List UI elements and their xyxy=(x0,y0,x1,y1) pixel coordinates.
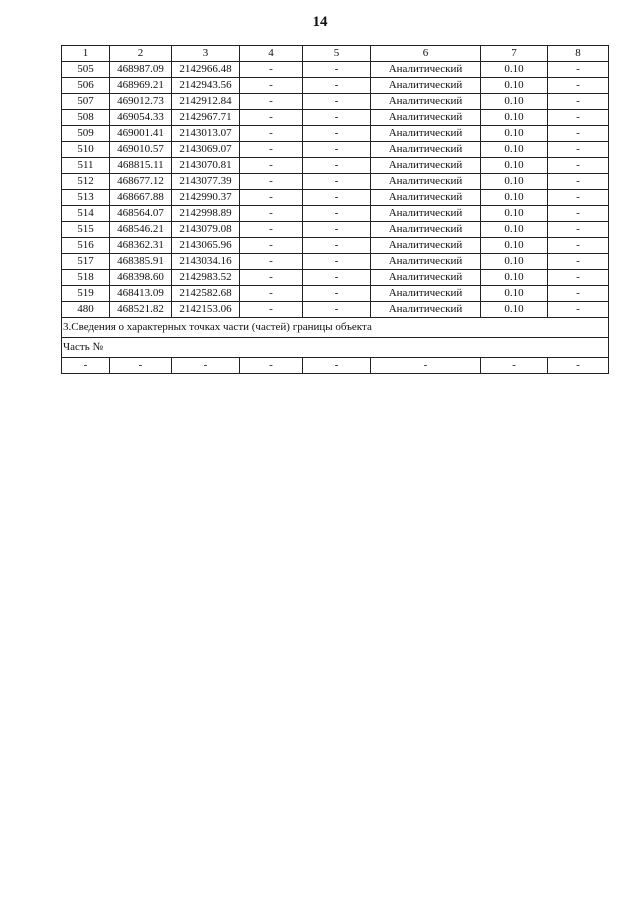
y-coord-cell: 2143034.16 xyxy=(172,254,240,270)
x-coord-cell: 468362.31 xyxy=(110,238,172,254)
accuracy-cell: 0.10 xyxy=(481,126,548,142)
point-number-cell: 480 xyxy=(62,302,110,318)
y-coord-cell: 2143079.08 xyxy=(172,222,240,238)
col5-cell: - xyxy=(303,94,371,110)
col5-cell: - xyxy=(303,254,371,270)
y-coord-cell: 2142153.06 xyxy=(172,302,240,318)
method-cell: Аналитический xyxy=(371,142,481,158)
header-cell: 8 xyxy=(548,46,609,62)
accuracy-cell: 0.10 xyxy=(481,222,548,238)
empty-cell: - xyxy=(481,358,548,374)
x-coord-cell: 468413.09 xyxy=(110,286,172,302)
col4-cell: - xyxy=(240,222,303,238)
point-number-cell: 511 xyxy=(62,158,110,174)
header-cell: 7 xyxy=(481,46,548,62)
y-coord-cell: 2143065.96 xyxy=(172,238,240,254)
col5-cell: - xyxy=(303,270,371,286)
method-cell: Аналитический xyxy=(371,158,481,174)
x-coord-cell: 468564.07 xyxy=(110,206,172,222)
col8-cell: - xyxy=(548,78,609,94)
table-row xyxy=(62,110,609,126)
x-coord-cell: 468521.82 xyxy=(110,302,172,318)
method-cell: Аналитический xyxy=(371,270,481,286)
method-cell: Аналитический xyxy=(371,62,481,78)
col8-cell: - xyxy=(548,206,609,222)
col8-cell: - xyxy=(548,254,609,270)
x-coord-cell: 469012.73 xyxy=(110,94,172,110)
col4-cell: - xyxy=(240,238,303,254)
col5-cell: - xyxy=(303,142,371,158)
empty-cell: - xyxy=(172,358,240,374)
accuracy-cell: 0.10 xyxy=(481,190,548,206)
col4-cell: - xyxy=(240,174,303,190)
accuracy-cell: 0.10 xyxy=(481,142,548,158)
method-cell: Аналитический xyxy=(371,190,481,206)
accuracy-cell: 0.10 xyxy=(481,158,548,174)
col5-cell: - xyxy=(303,190,371,206)
col4-cell: - xyxy=(240,270,303,286)
y-coord-cell: 2142966.48 xyxy=(172,62,240,78)
empty-cell: - xyxy=(303,358,371,374)
col8-cell: - xyxy=(548,126,609,142)
point-number-cell: 507 xyxy=(62,94,110,110)
section-row xyxy=(62,318,609,338)
col8-cell: - xyxy=(548,270,609,286)
col5-cell: - xyxy=(303,302,371,318)
col8-cell: - xyxy=(548,110,609,126)
col8-cell: - xyxy=(548,94,609,110)
col8-cell: - xyxy=(548,142,609,158)
col5-cell: - xyxy=(303,158,371,174)
col5-cell: - xyxy=(303,222,371,238)
col8-cell: - xyxy=(548,174,609,190)
method-cell: Аналитический xyxy=(371,206,481,222)
y-coord-cell: 2143070.81 xyxy=(172,158,240,174)
method-cell: Аналитический xyxy=(371,94,481,110)
accuracy-cell: 0.10 xyxy=(481,78,548,94)
col4-cell: - xyxy=(240,190,303,206)
table-row xyxy=(62,222,609,238)
accuracy-cell: 0.10 xyxy=(481,110,548,126)
point-number-cell: 516 xyxy=(62,238,110,254)
table-row xyxy=(62,254,609,270)
y-coord-cell: 2142582.68 xyxy=(172,286,240,302)
part-row xyxy=(62,338,609,358)
point-number-cell: 509 xyxy=(62,126,110,142)
header-cell: 5 xyxy=(303,46,371,62)
method-cell: Аналитический xyxy=(371,302,481,318)
header-cell: 1 xyxy=(62,46,110,62)
accuracy-cell: 0.10 xyxy=(481,302,548,318)
col5-cell: - xyxy=(303,174,371,190)
col4-cell: - xyxy=(240,206,303,222)
header-row xyxy=(62,46,609,62)
header-cell: 3 xyxy=(172,46,240,62)
accuracy-cell: 0.10 xyxy=(481,62,548,78)
empty-row xyxy=(62,358,609,374)
table-row xyxy=(62,142,609,158)
col5-cell: - xyxy=(303,206,371,222)
header-cell: 6 xyxy=(371,46,481,62)
point-number-cell: 515 xyxy=(62,222,110,238)
header-cell: 4 xyxy=(240,46,303,62)
x-coord-cell: 468677.12 xyxy=(110,174,172,190)
x-coord-cell: 468546.21 xyxy=(110,222,172,238)
point-number-cell: 506 xyxy=(62,78,110,94)
col5-cell: - xyxy=(303,286,371,302)
accuracy-cell: 0.10 xyxy=(481,254,548,270)
y-coord-cell: 2142983.52 xyxy=(172,270,240,286)
x-coord-cell: 468815.11 xyxy=(110,158,172,174)
col5-cell: - xyxy=(303,238,371,254)
x-coord-cell: 468385.91 xyxy=(110,254,172,270)
col4-cell: - xyxy=(240,78,303,94)
table-row xyxy=(62,78,609,94)
col8-cell: - xyxy=(548,222,609,238)
col4-cell: - xyxy=(240,126,303,142)
point-number-cell: 512 xyxy=(62,174,110,190)
part-label: Часть № xyxy=(62,338,609,358)
y-coord-cell: 2142967.71 xyxy=(172,110,240,126)
y-coord-cell: 2143013.07 xyxy=(172,126,240,142)
x-coord-cell: 468667.88 xyxy=(110,190,172,206)
header-cell: 2 xyxy=(110,46,172,62)
accuracy-cell: 0.10 xyxy=(481,94,548,110)
y-coord-cell: 2142998.89 xyxy=(172,206,240,222)
y-coord-cell: 2142943.56 xyxy=(172,78,240,94)
points-table xyxy=(61,45,609,374)
col4-cell: - xyxy=(240,254,303,270)
y-coord-cell: 2143077.39 xyxy=(172,174,240,190)
method-cell: Аналитический xyxy=(371,254,481,270)
point-number-cell: 519 xyxy=(62,286,110,302)
table-row xyxy=(62,238,609,254)
table-row xyxy=(62,270,609,286)
col5-cell: - xyxy=(303,110,371,126)
table-row xyxy=(62,62,609,78)
col4-cell: - xyxy=(240,286,303,302)
y-coord-cell: 2142912.84 xyxy=(172,94,240,110)
y-coord-cell: 2142990.37 xyxy=(172,190,240,206)
table-row xyxy=(62,302,609,318)
col4-cell: - xyxy=(240,62,303,78)
accuracy-cell: 0.10 xyxy=(481,206,548,222)
point-number-cell: 510 xyxy=(62,142,110,158)
page-number: 14 xyxy=(312,14,328,30)
x-coord-cell: 469001.41 xyxy=(110,126,172,142)
table-row xyxy=(62,126,609,142)
x-coord-cell: 468969.21 xyxy=(110,78,172,94)
col4-cell: - xyxy=(240,94,303,110)
accuracy-cell: 0.10 xyxy=(481,238,548,254)
empty-cell: - xyxy=(110,358,172,374)
x-coord-cell: 469054.33 xyxy=(110,110,172,126)
point-number-cell: 518 xyxy=(62,270,110,286)
table-row xyxy=(62,206,609,222)
table-row xyxy=(62,174,609,190)
col5-cell: - xyxy=(303,62,371,78)
point-number-cell: 505 xyxy=(62,62,110,78)
section3-title: 3.Сведения о характерных точках части (частей) границы объекта xyxy=(62,318,609,338)
point-number-cell: 513 xyxy=(62,190,110,206)
col8-cell: - xyxy=(548,62,609,78)
point-number-cell: 514 xyxy=(62,206,110,222)
method-cell: Аналитический xyxy=(371,110,481,126)
col8-cell: - xyxy=(548,158,609,174)
x-coord-cell: 469010.57 xyxy=(110,142,172,158)
col5-cell: - xyxy=(303,78,371,94)
table-row xyxy=(62,158,609,174)
col8-cell: - xyxy=(548,302,609,318)
col4-cell: - xyxy=(240,158,303,174)
empty-cell: - xyxy=(371,358,481,374)
col4-cell: - xyxy=(240,110,303,126)
empty-cell: - xyxy=(62,358,110,374)
col4-cell: - xyxy=(240,302,303,318)
y-coord-cell: 2143069.07 xyxy=(172,142,240,158)
col4-cell: - xyxy=(240,142,303,158)
method-cell: Аналитический xyxy=(371,174,481,190)
method-cell: Аналитический xyxy=(371,222,481,238)
point-number-cell: 508 xyxy=(62,110,110,126)
accuracy-cell: 0.10 xyxy=(481,286,548,302)
method-cell: Аналитический xyxy=(371,78,481,94)
table-row xyxy=(62,94,609,110)
empty-cell: - xyxy=(240,358,303,374)
col8-cell: - xyxy=(548,190,609,206)
x-coord-cell: 468987.09 xyxy=(110,62,172,78)
col8-cell: - xyxy=(548,286,609,302)
col8-cell: - xyxy=(548,238,609,254)
x-coord-cell: 468398.60 xyxy=(110,270,172,286)
method-cell: Аналитический xyxy=(371,238,481,254)
empty-cell: - xyxy=(548,358,609,374)
accuracy-cell: 0.10 xyxy=(481,270,548,286)
method-cell: Аналитический xyxy=(371,126,481,142)
table-row xyxy=(62,190,609,206)
col5-cell: - xyxy=(303,126,371,142)
accuracy-cell: 0.10 xyxy=(481,174,548,190)
points-table-body xyxy=(62,46,609,374)
point-number-cell: 517 xyxy=(62,254,110,270)
method-cell: Аналитический xyxy=(371,286,481,302)
table-row xyxy=(62,286,609,302)
